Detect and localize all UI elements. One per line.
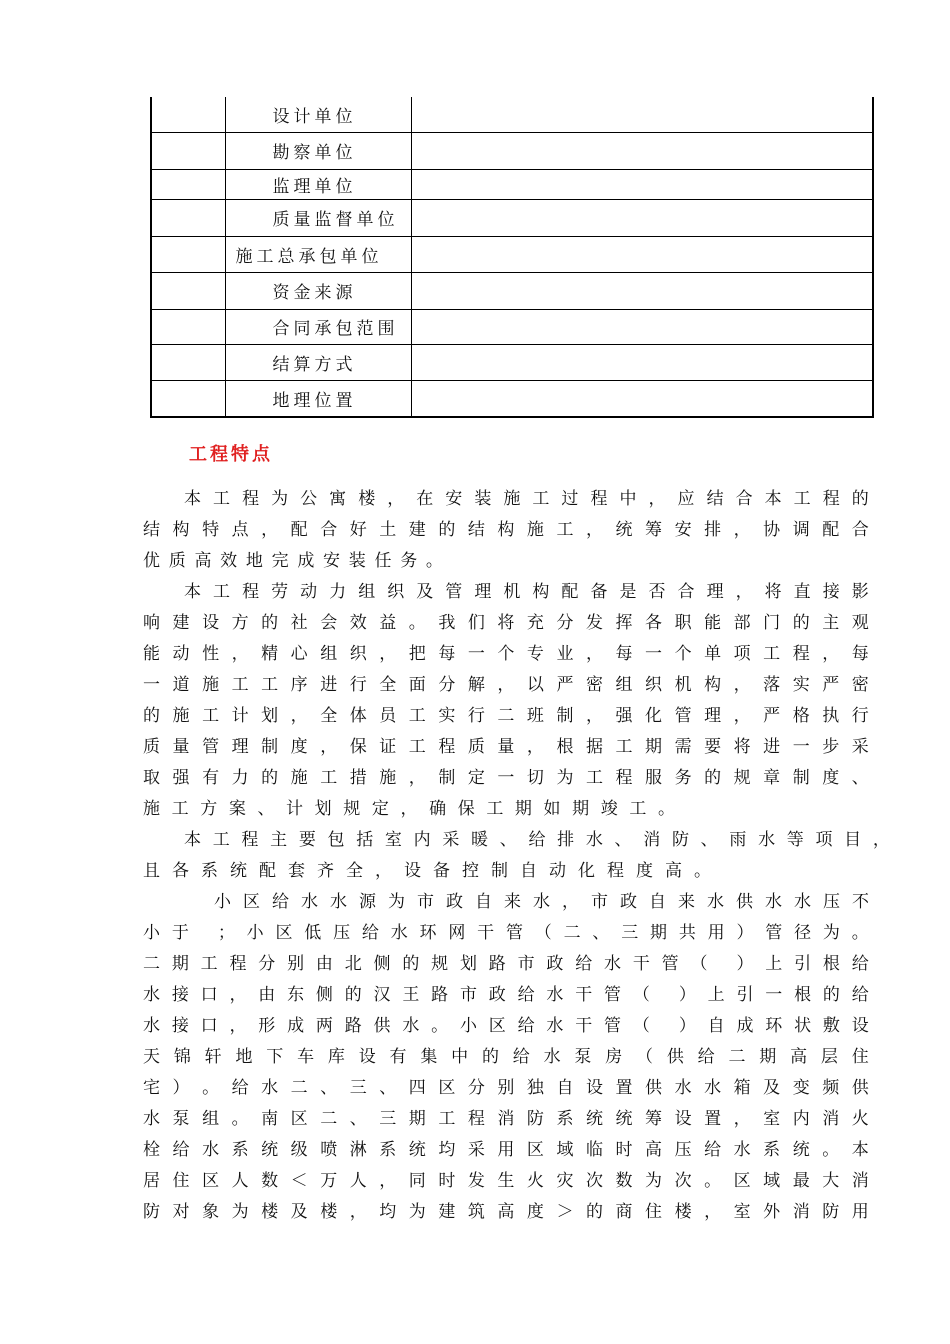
row-label-contract-scope: 合同承包范围 <box>225 309 411 344</box>
row-label-design-unit: 设计单位 <box>225 97 411 132</box>
text-line: 施 工 方 案 、 计 划 规 定 ， 确 保 工 期 如 期 竣 工 。 <box>143 799 675 819</box>
text-line: 宅 ） 。 给 水 二 、 三 、 四 区 分 别 独 自 设 置 供 水 水 箱 及 变 频 供 <box>143 1078 869 1098</box>
row-label-location: 地理位置 <box>225 380 411 417</box>
text-line: 能 动 性 ， 精 心 组 织 ， 把 每 一 个 专 业 ， 每 一 个 单 项 工 程 ， 每 <box>143 644 869 664</box>
row-label-supervision-unit: 监理单位 <box>225 169 411 199</box>
text-line: 本 工 程 劳 动 力 组 织 及 管 理 机 构 配 备 是 否 合 理 ， 将 直 接 影 <box>184 582 869 602</box>
row-label-general-contractor: 施工总承包单位 <box>225 236 411 272</box>
row-label-quality-supervision-unit: 质量监督单位 <box>225 199 411 236</box>
text-line: 小 区 给 水 水 源 为 市 政 自 来 水 ， 市 政 自 来 水 供 水 水 压 不 <box>214 892 869 912</box>
row-label-settlement-method: 结算方式 <box>225 344 411 380</box>
text-line: 且 各 系 统 配 套 齐 全 ， 设 备 控 制 自 动 化 程 度 高 。 <box>143 861 711 881</box>
text-line: 天 锦 轩 地 下 车 库 设 有 集 中 的 给 水 泵 房 （ 供 给 二 期 高 层 住 <box>143 1047 869 1067</box>
text-line: 质 量 管 理 制 度 ， 保 证 工 程 质 量 ， 根 据 工 期 需 要 将 进 一 步 采 <box>143 737 869 757</box>
text-line: 水 接 口 ， 由 东 侧 的 汉 王 路 市 政 给 水 干 管 （ ） 上 引 一 根 的 给 <box>143 985 869 1005</box>
text-line: 小 于 ； 小 区 低 压 给 水 环 网 干 管 （ 二 、 三 期 共 用 ） 管 径 为 。 <box>143 923 869 943</box>
text-line: 响 建 设 方 的 社 会 效 益 。 我 们 将 充 分 发 挥 各 职 能 部 门 的 主 观 <box>143 613 869 633</box>
text-line: 二 期 工 程 分 别 由 北 侧 的 规 划 路 市 政 给 水 干 管 （ ） 上 引 根 给 <box>143 954 869 974</box>
text-line: 结 构 特 点 ， 配 合 好 土 建 的 结 构 施 工 ， 统 筹 安 排 ， 协 调 配 合 <box>143 520 869 540</box>
text-line: 优 质 高 效 地 完 成 安 装 任 务 。 <box>143 551 443 571</box>
text-line: 水 泵 组 。 南 区 二 、 三 期 工 程 消 防 系 统 统 筹 设 置 ， 室 内 消 火 <box>143 1109 869 1129</box>
text-line: 栓 给 水 系 统 级 喷 淋 系 统 均 采 用 区 域 临 时 高 压 给 水 系 统 。 本 <box>143 1140 869 1160</box>
text-line: 的 施 工 计 划 ， 全 体 员 工 实 行 二 班 制 ， 强 化 管 理 ， 严 格 执 行 <box>143 706 869 726</box>
text-line: 居 住 区 人 数 ＜ 万 人 ， 同 时 发 生 火 灾 次 数 为 次 。 区 域 最 大 消 <box>143 1171 869 1191</box>
row-label-funding-source: 资金来源 <box>225 272 411 309</box>
section-heading: 工程特点 <box>189 444 273 465</box>
text-line: 本 工 程 为 公 寓 楼 ， 在 安 装 施 工 过 程 中 ， 应 结 合 本 工 程 的 <box>184 489 869 509</box>
row-label-survey-unit: 勘察单位 <box>225 132 411 169</box>
text-line: 取 强 有 力 的 施 工 措 施 ， 制 定 一 切 为 工 程 服 务 的 规 章 制 度 、 <box>143 768 869 788</box>
text-line: 防 对 象 为 楼 及 楼 ， 均 为 建 筑 高 度 ＞ 的 商 住 楼 ， 室 外 消 防 用 <box>143 1202 869 1222</box>
text-line: 本 工 程 主 要 包 括 室 内 采 暖 、 给 排 水 、 消 防 、 雨 水 等 项 目 ， <box>184 830 890 850</box>
text-line: 水 接 口 ， 形 成 两 路 供 水 。 小 区 给 水 干 管 （ ） 自 成 环 状 敷 设 <box>143 1016 869 1036</box>
text-line: 一 道 施 工 工 序 进 行 全 面 分 解 ， 以 严 密 组 织 机 构 ， 落 实 严 密 <box>143 675 869 695</box>
